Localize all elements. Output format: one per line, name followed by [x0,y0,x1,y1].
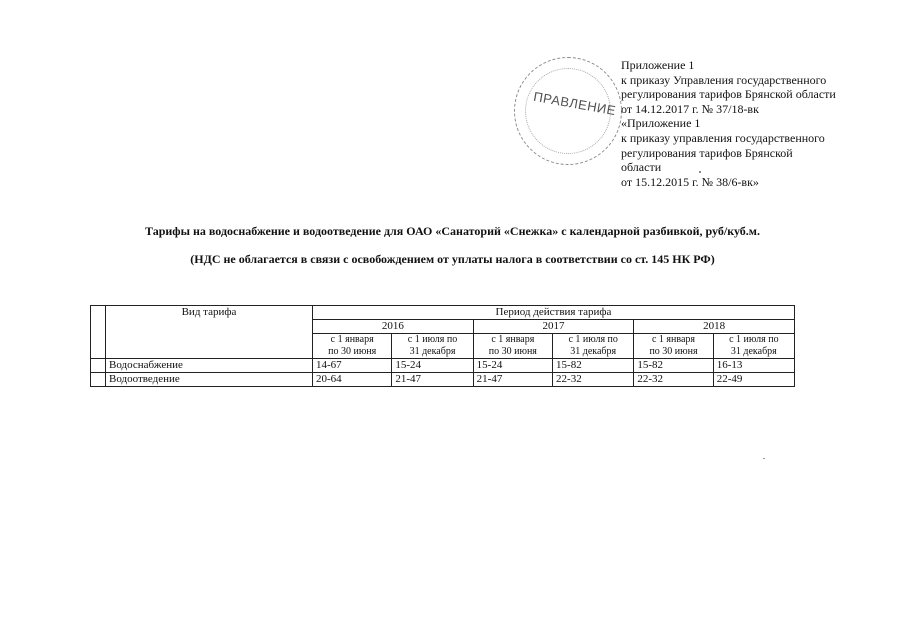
header-line: к приказу Управления государственного [621,72,827,87]
period-cell [553,334,634,359]
narrow-column-cell [91,306,106,359]
period-from: с 1 января [330,334,374,345]
header-line: регулирования тарифов Брянской [621,145,793,160]
stamp-text: ПРАВЛЕНИЕ [532,88,618,119]
period-cell [713,334,794,359]
period-to: 31 декабря [730,346,777,357]
row-label: Водоснабжение [106,359,313,373]
appendix-header [621,58,871,189]
period-to: по 30 июня [488,346,537,357]
official-stamp [514,57,622,165]
year-2016: 2016 [313,320,474,334]
table-row [91,359,795,373]
row-label: Водоотведение [106,373,313,387]
narrow-column-cell [91,373,106,387]
table-row [91,373,795,387]
header-line: к приказу управления государственного [621,130,825,145]
header-line: регулирования тарифов Брянской области [621,87,836,102]
table-cell: 22-32 [553,373,634,387]
table-cell: 16-13 [713,359,794,373]
period-cell [473,334,552,359]
period-to: 31 декабря [570,346,617,357]
period-from: с 1 июля по [568,334,618,345]
scan-speck [699,171,701,173]
table-cell: 15-24 [392,359,473,373]
document-title: Тарифы на водоснабжение и водоотведение для ОАО «Санаторий «Снежка» с календарной разбивкой, руб/куб.м. [145,224,760,238]
period-to: 31 декабря [409,346,456,357]
tariff-table [90,305,795,387]
table-cell: 20-64 [313,373,392,387]
scan-speck [763,458,765,459]
header-line: «Приложение 1 [621,116,701,131]
table-cell: 15-24 [473,359,552,373]
table-cell: 21-47 [473,373,552,387]
period-from: с 1 января [651,334,696,345]
year-2017: 2017 [473,320,634,334]
period-to: по 30 июня [328,346,377,357]
column-header-type: Вид тарифа [106,306,313,359]
table-cell: 21-47 [392,373,473,387]
header-line: Приложение 1 [621,58,695,72]
period-to: по 30 июня [649,346,698,357]
period-cell [313,334,392,359]
table-cell: 22-49 [713,373,794,387]
header-line: от 15.12.2015 г. № 38/6-вк» [621,174,759,189]
table-cell: 22-32 [634,373,713,387]
period-from: с 1 июля по [407,334,458,345]
table-cell: 15-82 [553,359,634,373]
year-2018: 2018 [634,320,795,334]
table-cell: 14-67 [313,359,392,373]
vat-note: (НДС не облагается в связи с освобождением от уплаты налога в соответствии со ст. 145 НК РФ) [190,252,715,266]
period-from: с 1 июля по [729,334,779,345]
header-line: области [621,160,662,175]
header-line: от 14.12.2017 г. № 37/18-вк [621,101,759,116]
period-cell [634,334,713,359]
period-from: с 1 января [491,334,535,345]
column-header-period: Период действия тарифа [313,306,795,320]
period-cell [392,334,473,359]
table-header-row [91,306,795,320]
table-cell: 15-82 [634,359,713,373]
narrow-column-cell [91,359,106,373]
